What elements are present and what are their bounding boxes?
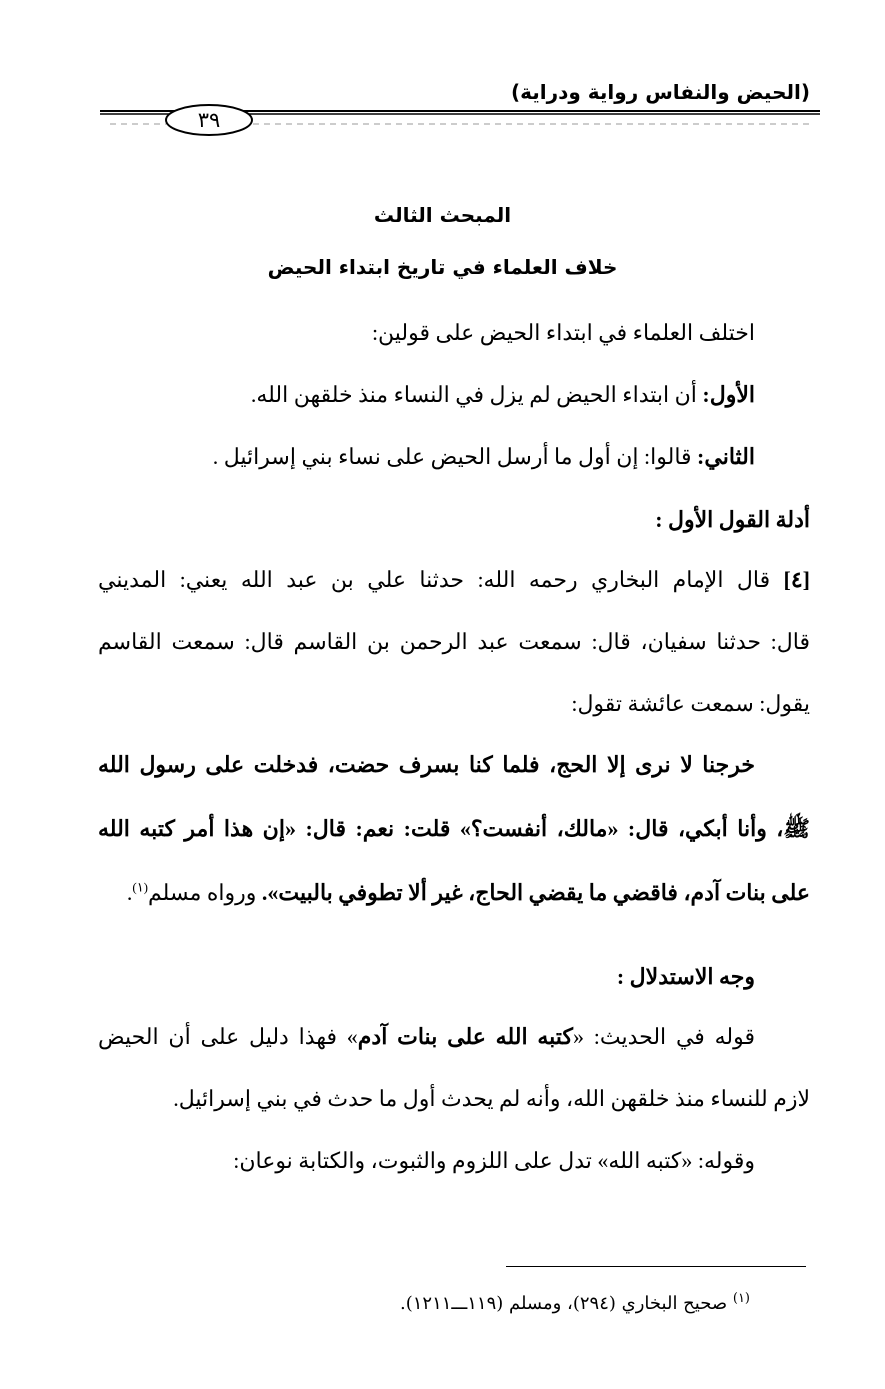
inference-quote: كتبه الله على بنات آدم [357, 1024, 573, 1049]
inference-heading: وجه الاستدلال : [616, 964, 755, 989]
footnote [400, 1292, 750, 1316]
intro-text: اختلف العلماء في ابتداء الحيض على قولين: [371, 320, 755, 345]
section-subtitle: خلاف العلماء في تاريخ ابتداء الحيض [267, 255, 618, 279]
second-opinion-label: الثاني: [697, 444, 755, 469]
inference-text-1c: » فهذا دليل على أن الحيض [98, 1024, 358, 1049]
inference-line-2: لازم للنساء منذ خلقهن الله، وأنه لم يحدث أول ما حدث في بني إسرائيل. [173, 1086, 810, 1111]
isnad-line-3: يقول: سمعت عائشة تقول: [571, 691, 810, 716]
matn-text-3: على بنات آدم، فاقضي ما يقضي الحاج، غير ألا تطوفي بالبيت». [261, 880, 810, 905]
first-opinion-label: الأول: [702, 382, 755, 407]
matn-line-2: ﷺ، وأنا أبكي، قال: «مالك، أنفست؟» قلت: نعم: قال: «إن هذا أمر كتبه الله [98, 816, 810, 841]
hadith-number: [٤] [783, 567, 810, 592]
footnote-reference: (١) [132, 879, 149, 895]
matn-line-3 [127, 878, 810, 908]
page-number: ٣٩ [197, 108, 221, 132]
inference-text-1a: قوله في الحديث: « [572, 1024, 755, 1049]
inference-line-3: وقوله: «كتبه الله» تدل على اللزوم والثبوت، والكتابة نوعان: [233, 1148, 755, 1173]
footnote-text: صحيح البخاري (٢٩٤)، ومسلم (١١٩ـــ١٢١١). [399, 1293, 733, 1314]
evidence-heading: أدلة القول الأول : [655, 507, 810, 532]
first-opinion-text: أن ابتداء الحيض لم يزل في النساء منذ خلقهن الله. [250, 382, 703, 407]
second-opinion-line [213, 442, 755, 472]
section-title: المبحث الثالث [373, 203, 512, 227]
inference-line-1 [98, 1022, 755, 1052]
matn-end: . [126, 880, 133, 905]
matn-line-1: خرجنا لا نرى إلا الحج، فلما كنا بسرف حضت، فدخلت على رسول الله [98, 752, 755, 777]
isnad-line-2: قال: حدثنا سفيان، قال: سمعت عبد الرحمن بن القاسم قال: سمعت القاسم [98, 629, 810, 654]
isnad-text-1: قال الإمام البخاري رحمه الله: حدثنا علي بن عبد الله يعني: المديني [98, 567, 784, 592]
intro-line [372, 318, 755, 348]
running-title: (الحيض والنفاس رواية ودراية) [510, 80, 810, 104]
footnote-rule [506, 1266, 806, 1267]
riwaya-text: ورواه مسلم [148, 880, 262, 905]
isnad-line-1 [98, 565, 810, 595]
second-opinion-text: قالوا: إن أول ما أرسل الحيض على نساء بني إسرائيل . [212, 444, 698, 469]
footnote-marker: (١) [732, 1291, 750, 1306]
first-opinion-line [251, 380, 755, 410]
